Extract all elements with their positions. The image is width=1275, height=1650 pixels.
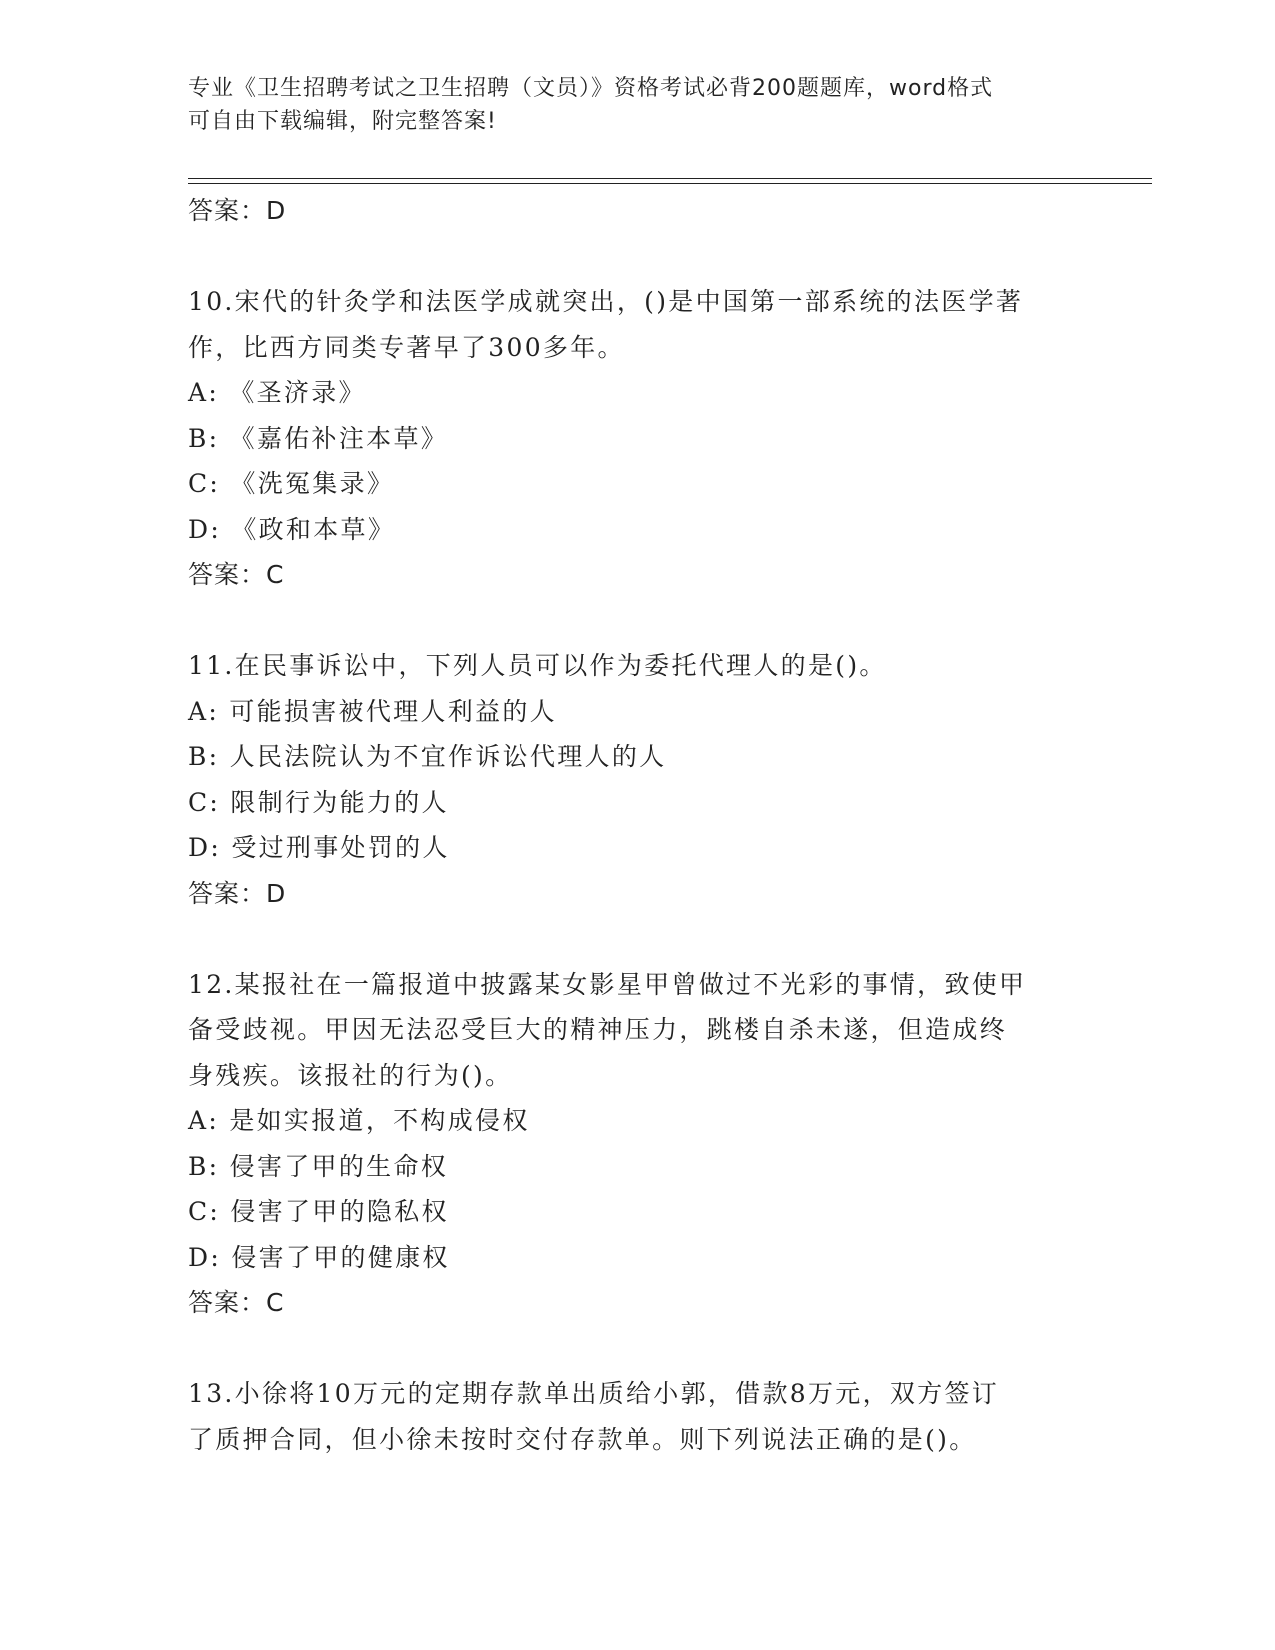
header-line-1: 专业《卫生招聘考试之卫生招聘（文员）》资格考试必背200题题库，word格式 [188, 76, 994, 101]
header-rule-top [188, 178, 1152, 179]
spacer [188, 234, 1088, 280]
answer-line: 答案：C [188, 1288, 285, 1317]
option-a: A: 是如实报道，不构成侵权 [188, 1106, 530, 1135]
option-a: A: 《圣济录》 [188, 378, 366, 407]
header-rule-bottom [188, 183, 1152, 184]
answer-line: 答案：C [188, 560, 285, 589]
option-b: B: 侵害了甲的生命权 [188, 1151, 449, 1181]
option-b: B: 《嘉佑补注本草》 [188, 423, 449, 453]
option-a: A: 可能损害被代理人利益的人 [188, 696, 557, 726]
option-c: C: 限制行为能力的人 [188, 787, 449, 817]
option-d: D: 侵害了甲的健康权 [188, 1242, 450, 1272]
question-block [188, 962, 1088, 1326]
question-block [188, 1371, 1088, 1462]
question-stem-line: 12.某报社在一篇报道中披露某女影星甲曾做过不光彩的事情，致使甲 [188, 969, 1027, 999]
option-c: C: 《洗冤集录》 [188, 469, 395, 498]
spacer [188, 916, 1088, 962]
answer-line: 答案：D [188, 196, 287, 225]
spacer [188, 1326, 1088, 1372]
option-d: D: 《政和本草》 [188, 514, 396, 544]
question-block [188, 279, 1088, 598]
header-line-2: 可自由下载编辑，附完整答案! [188, 109, 497, 134]
question-block [188, 643, 1088, 916]
question-stem-line: 备受歧视。甲因无法忍受巨大的精神压力，跳楼自杀未遂，但造成终 [188, 1015, 1008, 1044]
option-c: C: 侵害了甲的隐私权 [188, 1197, 449, 1226]
question-stem-line: 11.在民事诉讼中，下列人员可以作为委托代理人的是()。 [188, 651, 887, 680]
answer-line: 答案：D [188, 878, 287, 908]
question-stem-line: 身残疾。该报社的行为()。 [188, 1060, 513, 1090]
document-body [188, 188, 1088, 1462]
option-b: B: 人民法院认为不宜作诉讼代理人的人 [188, 742, 667, 771]
question-stem-line: 13.小徐将10万元的定期存款单出质给小郭，借款8万元，双方签订 [188, 1379, 1000, 1408]
question-stem-line: 作，比西方同类专著早了300多年。 [188, 332, 625, 362]
document-header [188, 72, 1068, 138]
question-stem-line: 了质押合同，但小徐未按时交付存款单。则下列说法正确的是()。 [188, 1424, 977, 1454]
spacer [188, 598, 1088, 644]
question-stem-line: 10.宋代的针灸学和法医学成就突出，()是中国第一部系统的法医学著 [188, 287, 1024, 316]
option-d: D: 受过刑事处罚的人 [188, 833, 450, 862]
